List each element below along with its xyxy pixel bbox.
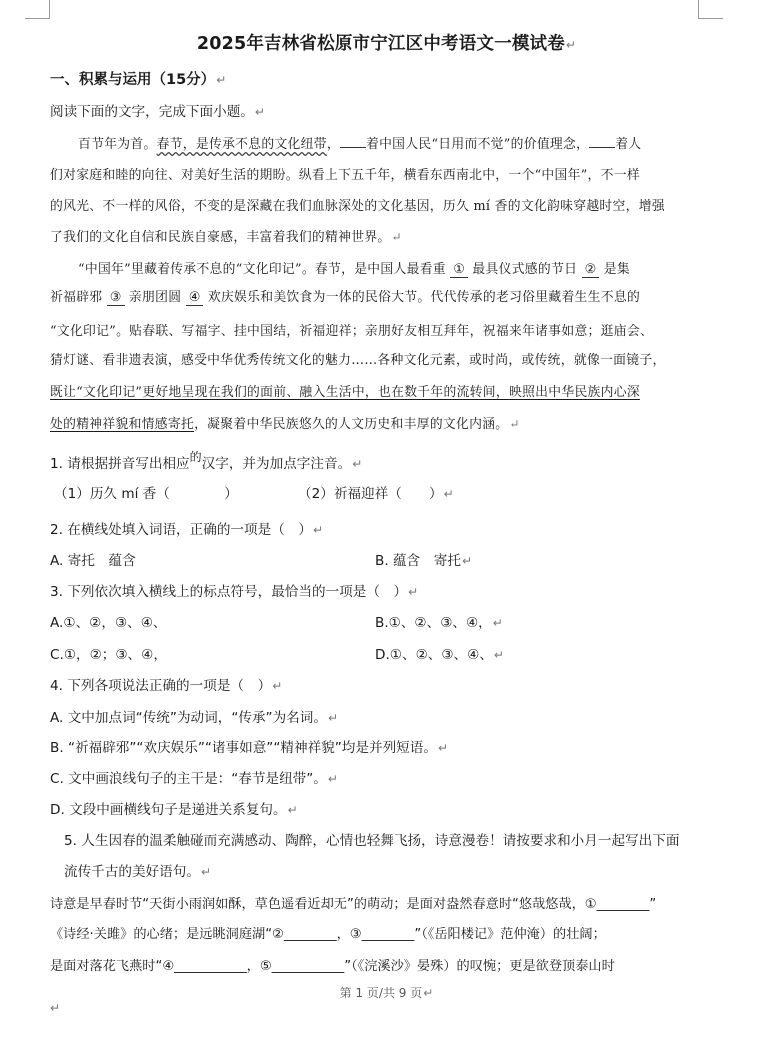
page-corner-mark-right: [698, 0, 723, 19]
question-5-text: 诗意是早春时节“天街小雨润如酥，草色遥看近却无”的萌动；是面对盎然春意时“悠哉悠哉，①________”: [50, 897, 657, 912]
underlined-sentence: 处的精神祥貌和情感寄托: [50, 417, 195, 432]
numbered-blank: ③: [107, 290, 125, 306]
numbered-blank: ②: [582, 262, 600, 278]
passage-line: “文化印记”。贴春联、写福字、挂中国结，祈福迎祥；亲朋好友相互拜年，祝福来年诸事如意；逛庙会、: [50, 324, 654, 339]
question-1-part-b: （2）祈福迎祥（ ）↵: [298, 486, 454, 502]
instruction-text: 阅读下面的文字，完成下面小题。↵: [50, 104, 265, 120]
question-5-text: 是面对落花飞燕时“④___________，⑤___________”（《浣溪沙》晏殊）的叹惋；更是欲登顶泰山时: [50, 959, 615, 974]
answer-blank: [340, 135, 366, 148]
paragraph-mark: ↵: [565, 38, 577, 52]
question-5-stem: 5. 人生因春的温柔触碰而充满感动、陶醉，心情也轻舞飞扬，诗意漫卷！请按要求和小月一起写出下面: [64, 833, 680, 849]
answer-blank: [589, 135, 615, 148]
page-corner-mark-left: [25, 0, 50, 19]
question-2-stem: 2. 在横线处填入词语，正确的一项是（ ）↵: [50, 522, 324, 538]
question-4-stem: 4. 下列各项说法正确的一项是（ ）↵: [50, 678, 283, 694]
passage-line: “中国年”里藏着传承不息的“文化印记”。春节，是中国人最看重 ① 最具仪式感的节日 ② 是集: [78, 262, 630, 277]
numbered-blank: ④: [186, 290, 204, 306]
section-heading: 一、积累与运用（15分）↵: [50, 72, 227, 88]
passage-line: 了我们的文化自信和民族自豪感，丰富着我们的精神世界。↵: [50, 230, 402, 245]
question-3-option-a: A.①、②，③、④、: [50, 615, 167, 631]
passage-line: [50, 381, 710, 400]
question-5-text: 《诗经·关雎》的心绪；是远眺洞庭湖“②________，③________”（《岳阳楼记》范仲淹）的壮阔；: [50, 927, 606, 942]
question-4-option-c: C. 文中画浪线句子的主干是：“春节是纽带”。↵: [50, 771, 338, 787]
question-3-option-d: D.①、②、③、④、↵: [375, 647, 504, 663]
question-5-stem: 流传千古的美好语句。↵: [64, 864, 211, 880]
question-4-option-a: A. 文中加点词“传统”为动词，“传承”为名词。↵: [50, 710, 339, 726]
question-2-option-b: B. 蕴含 寄托↵: [375, 553, 472, 569]
question-3-option-b: B.①、②、③、④，↵: [375, 615, 503, 631]
passage-line: 的风光、不一样的风俗，不变的是深藏在我们血脉深处的文化基因，历久 mí 香的文化韵味穿越时空，增强: [50, 199, 665, 214]
underlined-sentence: 既让“文化印记”更好地呈现在我们的面前、融入生活中，也在数千年的流转间，映照出中华民族内心深: [50, 385, 640, 400]
question-1-stem: 1. 请根据拼音写出相应的汉字，并为加点字注音。↵: [50, 450, 363, 472]
question-1-part-a: （1）历久 mí 香（ ）: [54, 486, 238, 502]
passage-line: 们对家庭和睦的向往、对美好生活的期盼。纵看上下五千年，横看东西南北中，一个“中国年”，不一样: [50, 168, 640, 183]
page-title: 2025年吉林省松原市宁江区中考语文一模试卷↵: [196, 34, 577, 54]
question-4-option-b: B. “祈福辟邪”“欢庆娱乐”“诸事如意”“精神祥貌”均是并列短语。↵: [50, 740, 449, 756]
passage-line: 百节年为首。春节，是传承不息的文化纽带， 着中国人民“日用而不觉”的价值理念， 着人: [78, 137, 642, 152]
passage-line: 猜灯谜、看非遗表演，感受中华优秀传统文化的魅力……各种文化元素，或时尚，或传统，就像一面镜子，: [50, 353, 666, 368]
paragraph-mark: ↵: [50, 1001, 61, 1015]
passage-line: 处的精神祥貌和情感寄托，凝聚着中华民族悠久的人文历史和丰厚的文化内涵。↵: [50, 417, 520, 432]
numbered-blank: ①: [450, 262, 468, 278]
page-footer: 第 1 页/共 9 页↵: [339, 986, 434, 1000]
question-2-option-a: A. 寄托 蕴含: [50, 553, 136, 569]
wavy-underlined-sentence: 春节，是传承不息的文化纽带: [156, 137, 327, 152]
question-3-stem: 3. 下列依次填入横线上的标点符号，最恰当的一项是（ ）↵: [50, 584, 419, 600]
question-4-option-d: D. 文段中画横线句子是递进关系复句。↵: [50, 802, 298, 818]
question-3-option-c: C.①，②；③、④，: [50, 647, 167, 663]
passage-line: 祈福辟邪 ③ 亲朋团圆 ④ 欢庆娱乐和美饮食为一体的民俗大节。代代传承的老习俗里藏着生生不息的: [50, 290, 641, 305]
